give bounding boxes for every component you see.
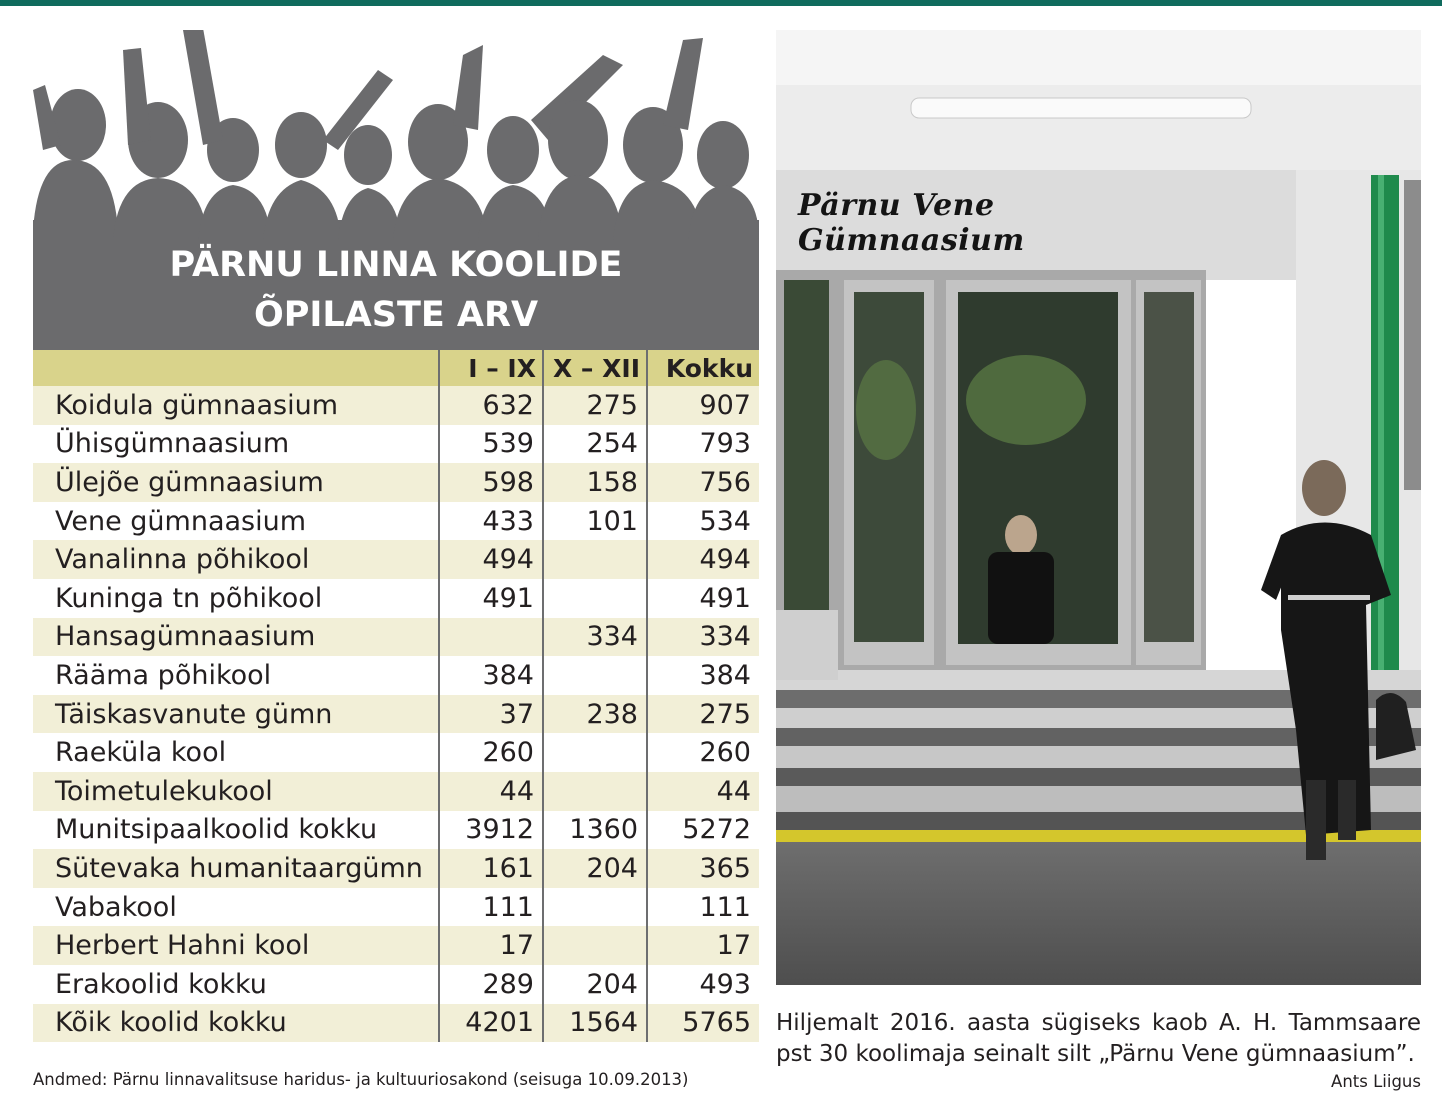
table-row — [33, 888, 759, 927]
total-cell: 793 — [647, 425, 759, 464]
total-cell: 260 — [647, 733, 759, 772]
table-header-row — [33, 350, 759, 386]
table-row — [33, 772, 759, 811]
grades-10-12-cell — [543, 656, 647, 695]
grades-10-12-cell: 1360 — [543, 811, 647, 850]
grades-10-12-cell: 204 — [543, 849, 647, 888]
table-row — [33, 579, 759, 618]
grades-1-9-cell — [439, 618, 543, 657]
grades-1-9-cell: 161 — [439, 849, 543, 888]
photo-caption — [776, 1008, 1421, 1070]
school-name-cell: Herbert Hahni kool — [33, 926, 439, 965]
student-count-table — [33, 350, 759, 1042]
total-cell: 494 — [647, 540, 759, 579]
table-row — [33, 425, 759, 464]
school-name-cell: Vanalinna põhikool — [33, 540, 439, 579]
grades-1-9-cell: 632 — [439, 386, 543, 425]
grades-1-9-cell: 44 — [439, 772, 543, 811]
grades-1-9-cell: 494 — [439, 540, 543, 579]
school-name-cell: Ühisgümnaasium — [33, 425, 439, 464]
grades-10-12-cell — [543, 733, 647, 772]
school-sign-text: Pärnu Vene Gümnaasium — [798, 188, 1025, 258]
school-name-cell: Munitsipaalkoolid kokku — [33, 811, 439, 850]
grades-10-12-cell: 101 — [543, 502, 647, 541]
school-name-cell: Sütevaka humanitaargümn — [33, 849, 439, 888]
grades-1-9-cell: 598 — [439, 463, 543, 502]
total-cell: 17 — [647, 926, 759, 965]
grades-10-12-cell: 334 — [543, 618, 647, 657]
table-row — [33, 463, 759, 502]
school-name-cell: Vabakool — [33, 888, 439, 927]
grades-10-12-cell: 254 — [543, 425, 647, 464]
table-row — [33, 1004, 759, 1043]
table-row — [33, 386, 759, 425]
header-school — [33, 350, 439, 386]
grades-10-12-cell — [543, 579, 647, 618]
grades-10-12-cell — [543, 888, 647, 927]
grades-10-12-cell — [543, 540, 647, 579]
school-name-cell: Rääma põhikool — [33, 656, 439, 695]
grades-10-12-cell — [543, 926, 647, 965]
school-name-cell: Ülejõe gümnaasium — [33, 463, 439, 502]
table-row — [33, 540, 759, 579]
grades-10-12-cell: 204 — [543, 965, 647, 1004]
school-name-cell: Toimetulekukool — [33, 772, 439, 811]
total-cell: 384 — [647, 656, 759, 695]
caption-line2: pst 30 koolimaja seinalt silt „Pärnu Vene gümnaasium”. — [776, 1041, 1415, 1067]
total-cell: 491 — [647, 579, 759, 618]
grades-1-9-cell: 111 — [439, 888, 543, 927]
total-cell: 111 — [647, 888, 759, 927]
total-cell: 44 — [647, 772, 759, 811]
graphic-title-line1: PÄRNU LINNA KOOLIDE — [169, 245, 623, 285]
photo-credit: Ants Liigus — [1331, 1072, 1421, 1091]
total-cell: 275 — [647, 695, 759, 734]
school-name-cell: Vene gümnaasium — [33, 502, 439, 541]
grades-1-9-cell: 4201 — [439, 1004, 543, 1043]
school-name-cell: Kuninga tn põhikool — [33, 579, 439, 618]
total-cell: 5765 — [647, 1004, 759, 1043]
table-row — [33, 811, 759, 850]
caption-line1: Hiljemalt 2016. aasta sügiseks kaob A. H. Tammsaare — [776, 1010, 1421, 1036]
school-entrance-photo — [776, 30, 1421, 985]
grades-10-12-cell — [543, 772, 647, 811]
grades-1-9-cell: 433 — [439, 502, 543, 541]
table-row — [33, 695, 759, 734]
table-row — [33, 965, 759, 1004]
grades-1-9-cell: 37 — [439, 695, 543, 734]
table-row — [33, 502, 759, 541]
school-name-cell: Koidula gümnaasium — [33, 386, 439, 425]
table-row — [33, 926, 759, 965]
grades-1-9-cell: 289 — [439, 965, 543, 1004]
grades-1-9-cell: 491 — [439, 579, 543, 618]
grades-10-12-cell: 158 — [543, 463, 647, 502]
grades-10-12-cell: 1564 — [543, 1004, 647, 1043]
graphic-title-line2: ÕPILASTE ARV — [253, 295, 539, 335]
school-name-cell: Erakoolid kokku — [33, 965, 439, 1004]
header-grades-10-12: X – XII — [543, 350, 647, 386]
header-total: Kokku — [647, 350, 759, 386]
grades-10-12-cell: 275 — [543, 386, 647, 425]
grades-1-9-cell: 3912 — [439, 811, 543, 850]
top-accent-line — [0, 0, 1442, 6]
grades-10-12-cell: 238 — [543, 695, 647, 734]
total-cell: 907 — [647, 386, 759, 425]
total-cell: 534 — [647, 502, 759, 541]
total-cell: 365 — [647, 849, 759, 888]
grades-1-9-cell: 17 — [439, 926, 543, 965]
table-row — [33, 656, 759, 695]
grades-1-9-cell: 260 — [439, 733, 543, 772]
grades-1-9-cell: 384 — [439, 656, 543, 695]
school-name-cell: Hansagümnaasium — [33, 618, 439, 657]
school-name-cell: Kõik koolid kokku — [33, 1004, 439, 1043]
total-cell: 334 — [647, 618, 759, 657]
total-cell: 756 — [647, 463, 759, 502]
table-row — [33, 733, 759, 772]
table-row — [33, 849, 759, 888]
header-grades-1-9: I – IX — [439, 350, 543, 386]
school-name-cell: Täiskasvanute gümn — [33, 695, 439, 734]
table-row — [33, 618, 759, 657]
total-cell: 493 — [647, 965, 759, 1004]
total-cell: 5272 — [647, 811, 759, 850]
grades-1-9-cell: 539 — [439, 425, 543, 464]
school-name-cell: Raeküla kool — [33, 733, 439, 772]
data-source-note: Andmed: Pärnu linnavalitsuse haridus- ja kultuuriosakond (seisuga 10.09.2013) — [33, 1070, 689, 1089]
